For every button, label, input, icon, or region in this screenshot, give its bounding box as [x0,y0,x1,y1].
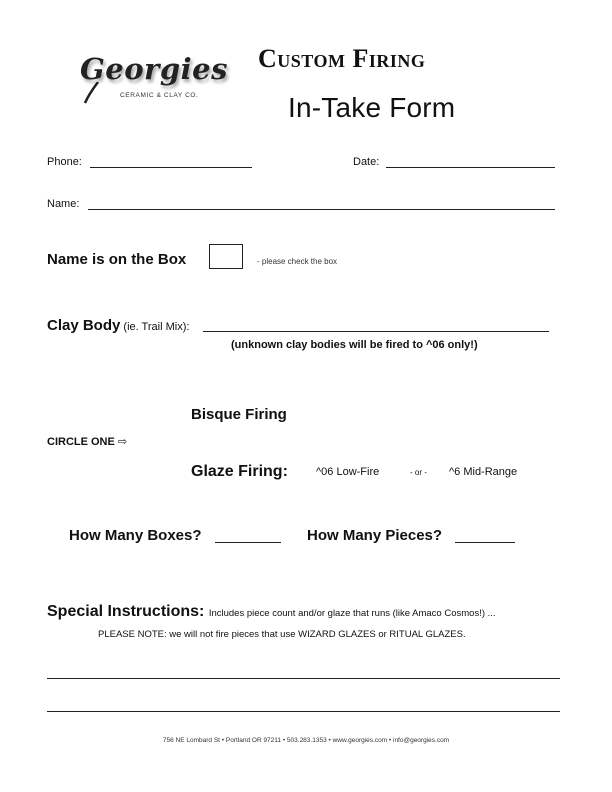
name-field[interactable] [88,209,555,210]
pieces-field[interactable] [455,542,515,543]
logo-wordmark: Georgies [80,52,228,86]
clay-body-row [47,317,189,334]
date-label: Date: [353,156,380,168]
name-label: Name: [47,198,80,210]
right-arrow-icon: ⇨ [117,436,128,448]
special-instructions-note: PLEASE NOTE: we will not fire pieces that use WIZARD GLAZES or RITUAL GLAZES. [98,629,466,640]
bisque-firing-option[interactable]: Bisque Firing [191,406,287,423]
boxes-field[interactable] [215,542,281,543]
glaze-firing-label: Glaze Firing: [191,463,288,480]
pieces-label: How Many Pieces? [307,527,443,544]
phone-field[interactable] [90,167,252,168]
clay-body-field[interactable] [203,331,549,332]
name-on-box-checkbox[interactable] [209,244,243,269]
clay-body-warning: (unknown clay bodies will be fired to ^06 only!) [231,339,478,351]
footer-contact: 756 NE Lombard St • Portland OR 97211 • 503.283.1353 • www.georgies.com • info@georgies.com [162,737,450,744]
form-subtitle: In-Take Form [288,92,456,123]
special-instructions-line-1[interactable] [47,678,560,679]
mid-range-option[interactable]: ^6 Mid-Range [449,466,518,478]
clay-body-label: Clay Body [47,317,121,334]
low-fire-option[interactable]: ^06 Low-Fire [316,466,380,478]
logo-tagline: CERAMIC & CLAY CO. [120,92,199,99]
special-instructions-label: Special Instructions: [47,603,205,620]
circle-one-row [47,435,127,448]
form-title: Custom Firing [258,44,426,73]
clay-body-hint: (ie. Trail Mix): [123,321,190,333]
logo [78,52,228,112]
name-on-box-label: Name is on the Box [47,251,187,268]
name-on-box-note: - please check the box [257,257,338,266]
boxes-label: How Many Boxes? [69,527,202,544]
special-instructions-row [47,603,496,621]
circle-one-label: CIRCLE ONE [47,436,115,448]
special-instructions-line-2[interactable] [47,711,560,712]
or-separator: - or - [410,468,427,477]
date-field[interactable] [386,167,555,168]
special-instructions-hint: Includes piece count and/or glaze that runs (like Amaco Cosmos!) ... [208,608,496,619]
phone-label: Phone: [47,156,82,168]
